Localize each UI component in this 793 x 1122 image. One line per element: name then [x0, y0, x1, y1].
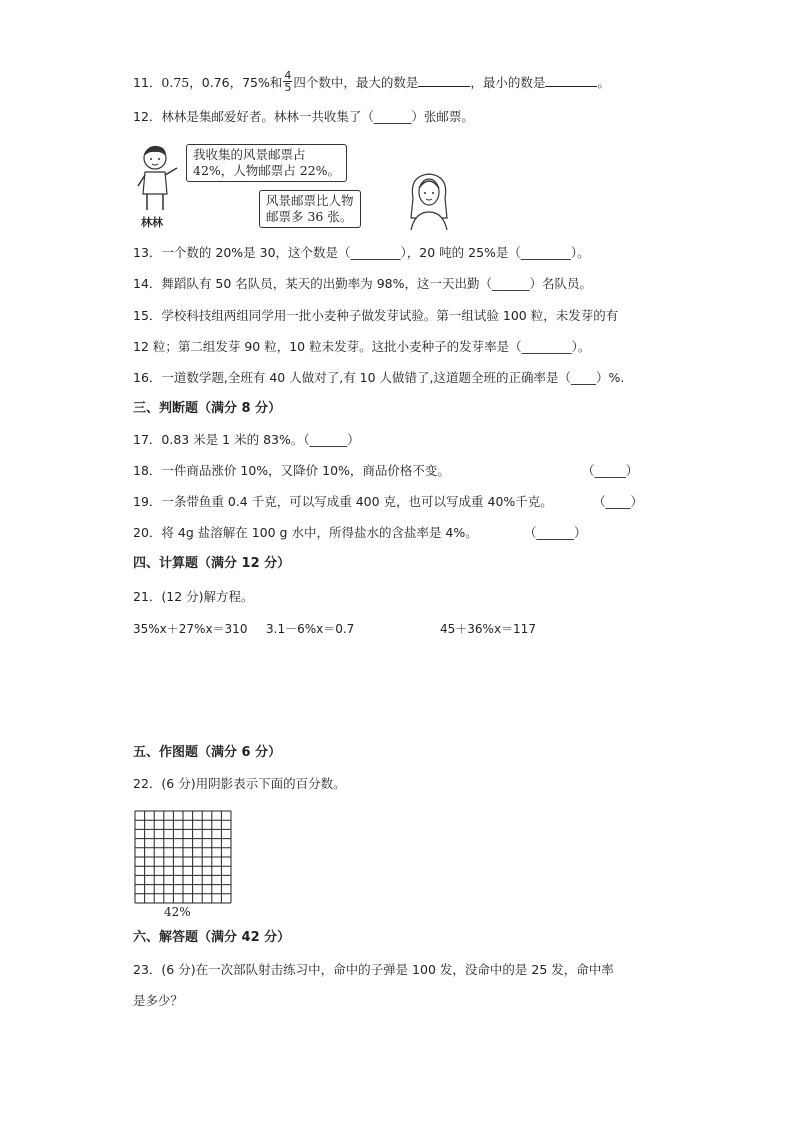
question-23-line-1: 23．(6 分)在一次部队射击练习中，命中的子弹是 100 发，没命中的是 25 发，命中率 — [133, 962, 614, 977]
q11-text-4: 。 — [597, 75, 610, 90]
girl-bubble-line-2: 邮票多 36 张。 — [266, 209, 353, 224]
question-15-line-1: 15．学校科技组两组同学用一批小麦种子做发芽试验。第一组试验 100 粒，未发芽的有 — [133, 308, 619, 323]
section-6-title: 六、解答题（满分 42 分） — [133, 930, 291, 945]
q11-prefix: 11． — [133, 75, 162, 90]
girl-bubble-line-1: 风景邮票比人物 — [266, 193, 354, 208]
q11-answer-blank-1[interactable] — [418, 74, 470, 87]
boy-speech-bubble — [186, 144, 347, 182]
q11-text-3: ，最小的数是 — [470, 75, 546, 90]
question-11 — [133, 69, 610, 95]
question-20: 20．将 4g 盐溶解在 100 g 水中，所得盐水的含盐率是 4%。 — [133, 525, 478, 540]
q11-fraction-denominator: 5 — [284, 81, 292, 94]
boy-bubble-line-1: 我收集的风景邮票占 — [193, 147, 306, 162]
q11-fraction-numerator: 4 — [284, 69, 292, 82]
question-18: 18．一件商品涨价 10%，又降价 10%，商品价格不变。 — [133, 463, 450, 478]
question-21: 21．(12 分)解方程。 — [133, 589, 254, 604]
question-17: 17．0.83 米是 1 米的 83%。（______） — [133, 432, 360, 447]
question-14: 14．舞蹈队有 50 名队员，某天的出勤率为 98%，这一天出勤（______）名队员。 — [133, 276, 593, 291]
q11-text-1: ，0.76，75%和 — [189, 75, 283, 90]
boy-name-label: 林林 — [141, 216, 163, 229]
girl-speech-bubble — [259, 190, 361, 228]
q11-fraction — [283, 70, 292, 93]
question-12: 12．林林是集邮爱好者。林林一共收集了（______）张邮票。 — [133, 109, 474, 124]
q11-number-1: 0.75 — [161, 75, 190, 90]
girl-figure-icon — [403, 168, 455, 232]
section-4-title: 四、计算题（满分 12 分） — [133, 556, 291, 571]
section-5-title: 五、作图题（满分 6 分） — [133, 745, 282, 760]
percent-grid[interactable] — [134, 810, 232, 904]
equation-2: 3.1－6%x＝0.7 — [266, 622, 355, 636]
boy-figure-icon — [133, 142, 183, 216]
question-15-line-2: 12 粒；第二组发芽 90 粒，10 粒未发芽。这批小麦种子的发芽率是（________）。 — [133, 339, 591, 354]
question-13: 13．一个数的 20%是 30，这个数是（________），20 吨的 25%是（________）。 — [133, 245, 590, 260]
boy-bubble-line-2: 42%，人物邮票占 22%。 — [193, 163, 341, 178]
section-3-title: 三、判断题（满分 8 分） — [133, 401, 282, 416]
q12-illustration — [133, 138, 473, 230]
question-23-line-2: 是多少？ — [133, 993, 184, 1008]
q18-answer-blank[interactable]: （_____） — [582, 463, 639, 478]
q20-answer-blank[interactable]: （______） — [524, 525, 587, 540]
q19-answer-blank[interactable]: （____） — [593, 494, 644, 509]
equation-3: 45＋36%x＝117 — [440, 622, 536, 636]
grid-percent-label: 42% — [164, 905, 191, 919]
question-16: 16．一道数学题,全班有 40 人做对了,有 10 人做错了,这道题全班的正确率是（____）%. — [133, 370, 625, 385]
q11-answer-blank-2[interactable] — [545, 74, 597, 87]
equation-1: 35%x＋27%x＝310 — [133, 622, 248, 636]
q11-text-2: 四个数中，最大的数是 — [293, 75, 419, 90]
question-19: 19．一条带鱼重 0.4 千克，可以写成重 400 克，也可以写成重 40%千克。 — [133, 494, 553, 509]
question-22: 22．(6 分)用阴影表示下面的百分数。 — [133, 776, 346, 791]
